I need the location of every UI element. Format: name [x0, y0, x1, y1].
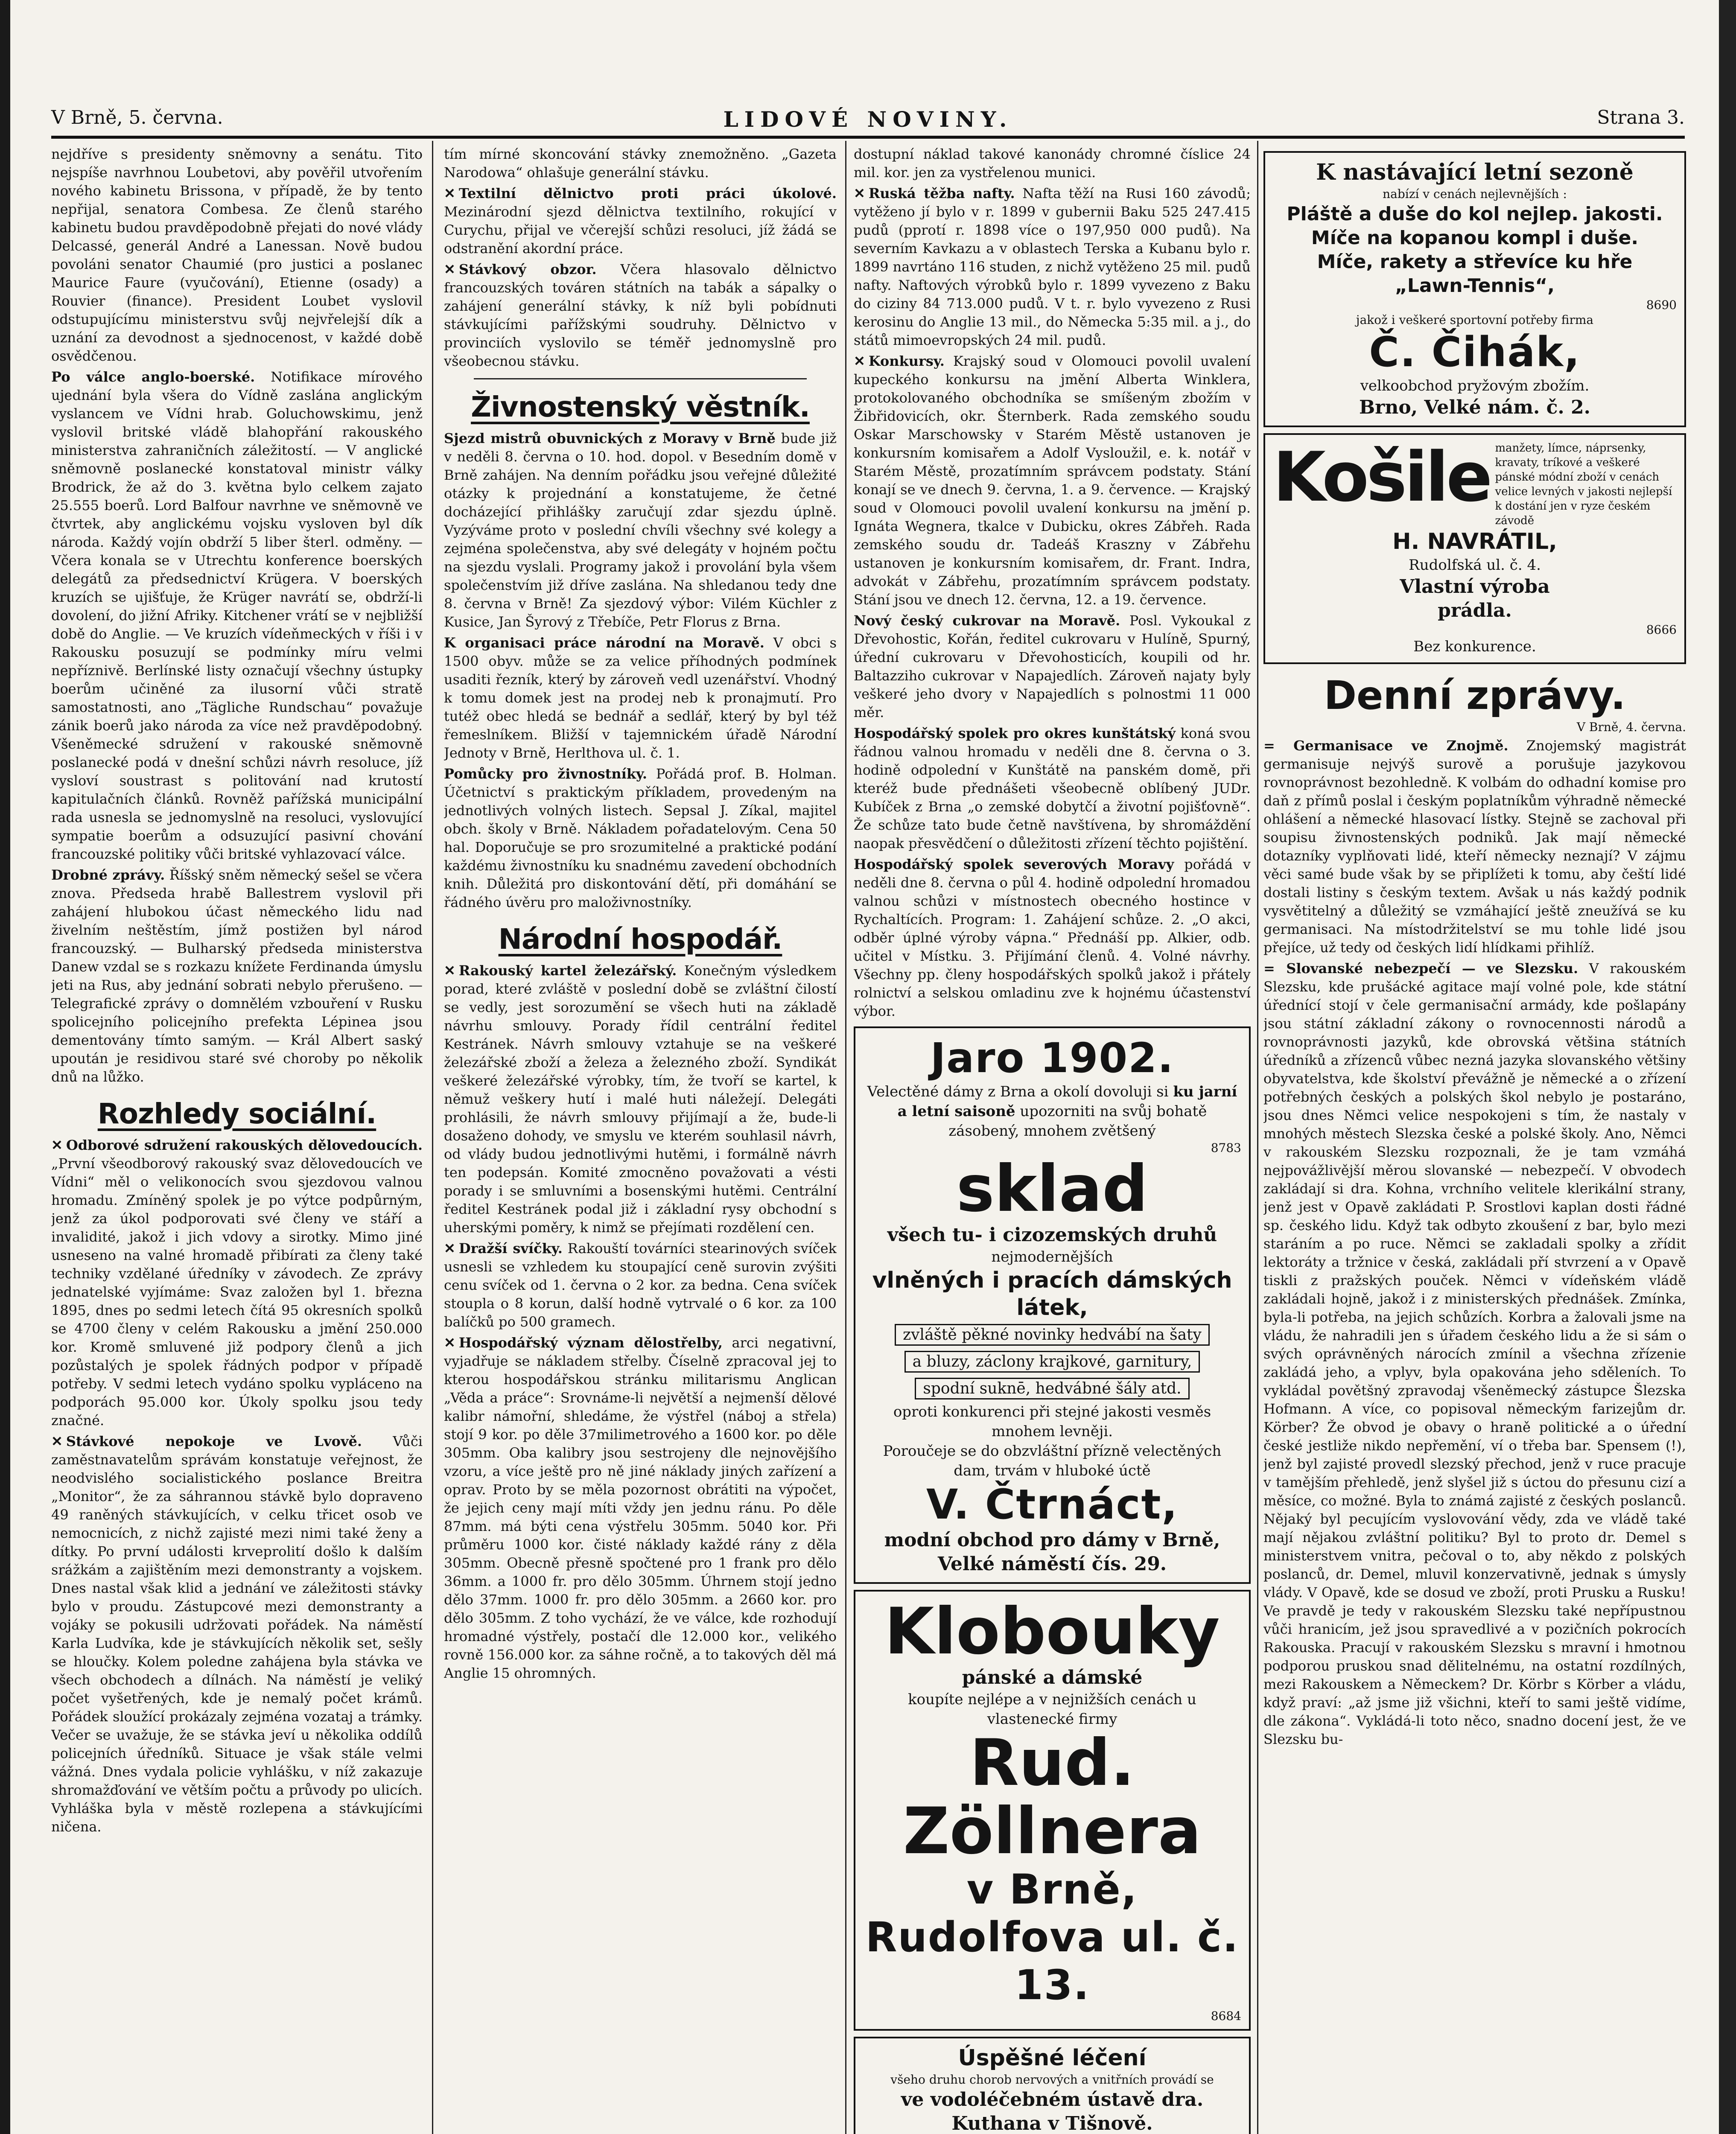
- ad-merchant-name: Rud. Zöllnera: [903, 1726, 1202, 1869]
- ad-address: Brno, Velké nám. č. 2.: [1359, 396, 1590, 418]
- header-rule: [51, 136, 1685, 139]
- ad-address: Rudolfova ul. č. 13.: [865, 1913, 1239, 2009]
- article-text: „První všeodborový rakouský svaz dělovedoucích ve Vídni“ měl o velikonocích svou sjezdovou valnou hromadu. Zmíněný spolek je po výtce podpůrným, jenž za úkol podporovati své členy ve stáří a invalidité, jakož i jich vdovy a sirotky. Mimo jiné usneseno na valné hromadě přibírati za členy také techniky vzdělané úředníky v závodech. Ze zprávy jednatelské vyjímáme: Svaz založen byl 1. března 1895, dnes po sedmi letech čítá 95 okresních spolků se 4700 členy v celém Rakousku a jmění 250.000 kor. Kromě smluvené již podpory členů a jich pozůstalých je spolek řádných podpor v případě potřeby. V sedmi letech vydáno spolku vypláceno na podporách 95.000 kor. Úkoly spolku jsou tedy značné.: [51, 1155, 423, 1428]
- article-text: V obci s 1500 obyv. může se za velice příhodných podmínek usaditi řezník, který by zároveň vedl uzenářství. Vhodný k tomu domek jest na prodej neb k pronajmutí. Pro tutéž obec hledá se bednář a sedlář, který by byl též řemeslníkem. Bližší v tajemnickém úřadě Národní Jednoty v Brně, Herlthova ul. č. 1.: [444, 635, 837, 761]
- ad-text: „Lawn-Tennis“,: [1395, 275, 1555, 297]
- ad-number: 8690: [1646, 298, 1677, 312]
- section-title: Denní zprávy.: [1324, 673, 1626, 718]
- column-4: [1263, 145, 1686, 2134]
- article: [444, 634, 837, 762]
- article-heading: Ruská těžba nafty.: [868, 185, 1015, 201]
- article: [444, 184, 837, 258]
- ad-text: koupíte nejlépe a v nejnižších cenách u vlastenecké firmy: [908, 1691, 1196, 1728]
- ad-text: vlněných i pracích dámských látek,: [872, 1268, 1232, 1321]
- article: [444, 765, 837, 912]
- article-heading: Sjezd mistrů obuvnických z Moravy v Brně: [444, 430, 776, 446]
- article: [444, 962, 837, 1237]
- article-text: Pořádá prof. B. Holman. Účetnictví s praktickým příkladem, provedeným na jednotlivých volných listech. Sepsal J. Zíkal, majitel obch. školy v Brně. Nákladem pořadatelovým. Cena 50 hal. Doporučuje se pro srozumitelné a praktické podání každému živnostníku ku snadnému zavedení obchodních knih. Důležitá pro diskontování dětí, při domáhání se řádného úvěru pro maloživnostníky.: [444, 766, 837, 910]
- masthead: LIDOVÉ NOVINY.: [723, 107, 1013, 132]
- ad-title: Košile: [1273, 437, 1490, 517]
- ad-title: Klobouky: [884, 1595, 1220, 1669]
- kosile-row: [1273, 437, 1677, 528]
- article: [51, 368, 423, 863]
- cross-mark-icon: ✕: [854, 185, 865, 201]
- article-heading: K organisaci práce národní na Moravě.: [444, 635, 764, 651]
- column-3: [854, 145, 1251, 2134]
- article: [444, 1334, 837, 1682]
- advertisement-jaro: [854, 1026, 1251, 1584]
- ad-merchant-name: H. NAVRÁTIL,: [1392, 529, 1557, 554]
- section-title: Rozhledy sociální.: [97, 1097, 376, 1130]
- article-heading: Stávkový obzor.: [458, 261, 597, 277]
- cross-mark-icon: ✕: [444, 1335, 455, 1351]
- column-divider: [1257, 141, 1258, 2134]
- ad-text: jakož i veškeré sportovní potřeby firma: [1356, 313, 1594, 327]
- ad-text: oproti konkurenci při stejné jakosti vesměs mnohem levněji.: [893, 1403, 1211, 1440]
- article-text: Říšský sněm německý sešel se včera znova. Předseda hrabě Ballestrem vyslovil při zahájení hlubokou účast německého lidu nad živelním neštěstím, jímž postižen byl národ francouzský. — Bulharský předseda ministerstva Danew vzdal se s rozkazu knížete Ferdinanda úmyslu jeti na Rus, aby jednání sobrati nebylo přerušeno. — Telegrafické zprávy o domnělém vzbouření v Rusku spolicejního policejního prefekta Lépinea jsou dementovány tímto samým. — Král Albert saský upoután je residivou staré své choroby po několik dnů na lůžko.: [51, 867, 423, 1085]
- article-text: Vůči zaměstnavatelům správám konstatuje veřejnost, že neodvislého socialistického poslance Breitra „Monitor“, že za sáhrannou stávkě bylo dopraveno 49 raněných stávkujících, v celku třicet osob ve nemocnicích, z nichž zajisté mezi nimi také ženy a dítky. Po první události krveprolití došlo k dalším srážkám a zajištěním mezi demonstranty a vojskem. Dnes nastal však klid a jednání ve záležitosti stávky bylo v proudu. Zástupcové mezi demonstranty a vojáky se pokusili udržovati pořádek. Na náměstí Karla Ludvíka, kde je stávkujících několik set, sešly se hloučky. Kolem poledne zahájena byla stávka ve všech obchodech a dílnách. Na náměstí je veliký počet vyšetřených, kde je nemalý počet krámů. Pořádek sloužící prokázaly zejména vozataj a trámky. Večer se uvažuje, že se stávka jeví u několika oddílů policejních úředníků. Situace je však stále velmi vážná. Dnes vydala policie vyhlášku, v níž zakazuje shromažďování ve větším počtu a průvody po ulicích. Vyhláška byla v městě rozlepena a stávkujícími ničena.: [51, 1433, 423, 1835]
- ad-text: Bez konkurence.: [1413, 638, 1536, 655]
- cross-mark-icon: ✕: [444, 185, 455, 201]
- cross-mark-icon: ✕: [444, 962, 455, 979]
- article-text: Včera hlasovalo dělnictvo francouzských továren státních na tabák a sápalky o zahájení generální stávky, k níž byli pobídnuti stávkujícími pařížskými soudruhy. Dělnictvo v provinciích vyslovilo se téměř jednomyslně pro všeobecnou stávku.: [444, 261, 837, 369]
- article-text: Nafta těží na Rusi 160 závodů; vytěženo jí bylo v r. 1899 v gubernii Baku 525 247.415 pudů (pprotí r. 1898 více o 197,950 000 pudů). Na severním Kavkazu a v oblastech Terska a Kubanu bylo r. 1899 navrtáno 116 studen, z nichž vytěženo 25 mil. pudů nafty. Naftových výrobků bylo r. 1899 vyvezeno z Baku do ciziny 84 713.000 pudů. V t. r. bylo vyvezeno z Rusi kerosinu do Anglie 13 mil., do Německa 5:35 mil. a j., do států mimoevropských 24 mil. pudů.: [854, 185, 1251, 348]
- ad-text: všeho druhu chorob nervových a vnitřních provádí se: [890, 2073, 1214, 2087]
- article: [51, 866, 423, 1086]
- ad-number: 8684: [1211, 2009, 1241, 2023]
- ad-merchant-name: V. Čtrnáct,: [926, 1481, 1178, 1528]
- ad-text: manžety, límce, náprsenky, kravaty, tríkové a veškeré pánské módní zboží v cenách velice levných v jakosti nejlepší k dostání jen v ryze českém závodě: [1495, 442, 1672, 527]
- ad-text: Pláště a duše do kol nejlep. jakosti.: [1287, 203, 1663, 225]
- article: [854, 184, 1251, 350]
- article-text: Posl. Vykoukal z Dřevohostic, Kořán, ředitel cukrovaru v Hulíně, Spurný, úřední cukrovaru v Dřevohosticích, koupili od hr. Baltazziho cukrovar v Napajedlích. Zároveň najaty byly veškeré jeho dvory v Napajedlích s polnostmi 11 000 měr.: [854, 612, 1251, 720]
- ad-address: Rudolfská ul. č. 4.: [1409, 557, 1541, 574]
- ad-headline: sklad: [956, 1152, 1148, 1226]
- ad-text: Velectěné dámy z Brna a okolí dovoluji si ku jarní a letní saisoně upozorniti na svůj bohatě zásobený, mnohem zvětšený: [867, 1083, 1237, 1140]
- ad-city: v Brně,: [966, 1866, 1138, 1913]
- cross-mark-icon: ✕: [51, 1137, 63, 1153]
- article: [854, 855, 1251, 1020]
- article-heading: Hospodářský spolek severových Moravy: [854, 856, 1174, 872]
- article: [444, 260, 837, 370]
- advertisement-lecba: [854, 2037, 1251, 2134]
- ad-text: ve vodoléčebném ústavě dra. Kuthana v Tišnově.: [901, 2089, 1204, 2134]
- cross-mark-icon: ✕: [444, 1240, 455, 1256]
- article: [51, 1136, 423, 1430]
- ad-title: K nastávající letní sezoně: [1316, 159, 1634, 185]
- ad-text: pánské a dámské: [962, 1667, 1143, 1688]
- article-text: tím mírné skoncování stávky znemožněno. „Gazeta Narodowa“ ohlašuje generální stávku.: [444, 146, 837, 181]
- ad-text: všech tu- i cizozemských druhů: [887, 1224, 1217, 1246]
- article: [51, 1432, 423, 1836]
- ad-boxed-text: a bluzy, záclony krajkové, garnitury,: [904, 1351, 1200, 1373]
- cross-mark-icon: ✕: [854, 353, 865, 369]
- ad-text: Vlastní výroba: [1400, 576, 1550, 598]
- cross-mark-icon: ✕: [444, 261, 455, 277]
- article-heading: Drobné zprávy.: [51, 867, 165, 883]
- article-heading: Po válce anglo-boerské.: [51, 369, 255, 385]
- section-title: Živnostenský věstník.: [471, 391, 810, 423]
- article-text: koná svou řádnou valnou hromadu v neděli dne 8. června o 3. hodině odpolední v Kunštátě na panském domě, při kteréž bude přednášeti všeobecně oblíbený JUDr. Kubíček z Brna „o zemské dobytčí a životní pojišťovně“. Že schůze tato bude četně navštívena, by shromáždění naopak přesvědčení o důležitosti zřízení těchto pojištění.: [854, 725, 1251, 851]
- ad-text: Míče na kopanou kompl i duše.: [1311, 227, 1639, 249]
- article-text: bude již v neděli 8. června o 10. hod. dopol. v Besedním domě v Brně zahájen. Na denním pořádku jsou veřejné důležité otázky k projednání a konstatujeme, že četné docházející přihlášky zaručují zdar sjezdu úplně. Vyzýváme proto v poslední chvíli všechny své kolegy a zejména společenstva, aby své delegáty v hojném počtu na sjezdu vyslali. Programy jakož i provolání byla všem společenstvím již dříve zaslána. Na shledanou tedy dne 8. června v Brně! Za sjezdový výbor: Vilém Küchler z Kusice, Jan Šyrový z Třebíče, Petr Florus z Brna.: [444, 430, 837, 630]
- ad-text: Poroučeje se do obzvláštní přízně velectěných dam, trvám v hluboké úctě: [883, 1443, 1222, 1479]
- article-text: Mezinárodní sjezd dělnictva textilního, rokující v Curychu, přijal ve včerejší schůzi resoluci, jíž žádá se odstranění akordní práce.: [444, 204, 837, 257]
- article-heading: Odborové sdružení rakouských dělovedoucích.: [66, 1137, 423, 1153]
- advertisement-klobouky: [854, 1590, 1251, 2031]
- article-heading: Textilní dělnictvo proti práci úkolové.: [458, 185, 837, 201]
- article-text: V rakouském Slezsku, kde prušácké agitace mají volné pole, kde státní úřednící stojí v čele germanisační armády, kde pošlapány jsou státní základní zákony o rovnocennosti národů a rovnoprávnosti jazyků, kde obrovská většina státních úředníků a zřízenců vůbec nezná jazyka slovanského většiny obyvatelstva, kde školství převážně je německé a o zřízení potřebných českých a polských škol nebylo je postaráno, jsou dnes Němci velice nespokojeni s tím, že nastaly v mnohých městech Slezska české a polské školy. Ano, Němci v rakouském Slezsku rozpoznali, že je tam vzmáhá nejpovážlivější měrou slovanské — nebezpečí. V obvodech zakládají si dra. Kohna, vrchního velitele klerikální strany, jenž jest v Opavě zakládati P. Srostlovi kaplan dosti řádné sp. českého lidu. Když tak odbyto zkoušení z bar, bylo mezi staráním a po ruce. Němci se zakladali spolky a zřídit lektoráty a tržnice v česká, zakládali pří stvrzení a v Opavě tiskli z pražských pouček. Němci v vídeňském vládě zakládali hojně, jakož i z ministerských přednášek. Zmínka, byla-li potřeba, na jejich schůzích. Korbra a žalovali jsme na vládu, že nahradili jen s úřadem českého lidu a že si sám o svých oprávněných nárocích zmínil a všechna zřízenie zakládá jeho, a vplyv, byla opakována jeho sděleních. To vykládal povětšný zpravodaj všeněmecký zástupce Šlezska Hofmann. A více, co popisoval německým farizejům dr. Körber? Že obvod je obavy o hraně politické a o úřední české jestliže nikdo nepřemění, ví o třeba bar. Spensem (!), jenž byl zajisté provedl slezský přechod, jenž v ruce pracuje v tamějším přehledě, jenž slyšel již s úctou do přesunu cizí a měsíce, co možné. Byla to známá zajisté z českých poslanců. Nějaký byl pecujícím vyslovování vědy, zda ve vládě také mají nějakou zvláštní politiku? Byl to proto dr. Demel s ministerstvem vnitra, pečoval o to, aby někdo z polských poslanců, dr. Demel, mluvil konzervativně, jednak s úmysly vlády. V Opavě, kde se dosud ve zboží, proti Prusku a Rusku! Ve pravdě je tedy v rakouském Slezsku také nepřípustnou vůči hranicím, jež jsou spravedlivé a v pozičních pokrocích Rakouska. Pracují v rakouském Slezsku s mravní i hmotnou podporou pruskou snad dělitelnému, na ostatní rozdílných, mezi Rakouskem a Německem? Dr. Körbr s Körber a vládu, když praví: „až jsme již všichni, kteří to sami ještě vidíme, dle zákona“. Vykládá-li toto něco, snadno docení jest, že ve Slezsku bu-: [1263, 960, 1686, 1747]
- article-heading: Dražší svíčky.: [458, 1240, 563, 1256]
- dateline: V Brně, 4. června.: [1576, 720, 1686, 734]
- article-heading: Pomůcky pro živnostníky.: [444, 766, 648, 782]
- article-heading: Slovanské nebezpečí — ve Slezsku.: [1286, 960, 1578, 977]
- page-number: Strana 3.: [1597, 107, 1685, 128]
- article: [444, 1239, 837, 1331]
- ad-merchant-name: Č. Čihák,: [1369, 328, 1581, 376]
- column-1: [51, 145, 423, 2134]
- article-text: nejdříve s presidenty sněmovny a senátu. Tito nejspíše navrhnou Loubetovi, aby pověřil utvořením nového kabinetu Brissona, v případě, že by tento nepřijal, senatora Combesa. Ze členů starého kabinetu budou pravděpodobně přejati do nové vlády Delcassé, generál André a Lanessan. Nově budou povoláni senator Chaumié (pro justici a poslanec Maurice Faure (vyučování), Etienne (osady) a Rouvier (finance). President Loubet vyslovil odstupujícímu ministerstvu svůj nejvřelejší dík a uznání za devodnost a sjednocenost, v každé době osvědčenou.: [51, 146, 423, 364]
- article-text: dostupní náklad takové kanonády chromné číslice 24 mil. kor. jen za vystřelenou munici.: [854, 146, 1251, 181]
- column-divider: [432, 141, 433, 2134]
- ad-number: 8783: [1211, 1141, 1241, 1155]
- article-heading: =: [1263, 960, 1287, 977]
- scan-edge-left: [0, 0, 10, 2134]
- article-text: Rakouští továrníci stearinových svíček usnesli se vzhledem ku stoupající ceně surovin zvýšiti cenu svíček od 1. června o 2 kor. za bedna. Cena svíček stoupla o 8 korun, další hodně vytrvalé o 6 kor. za 100 balíčků po 500 gramech.: [444, 1240, 837, 1330]
- article-heading: Nový český cukrovar na Moravě.: [854, 612, 1120, 629]
- ad-text: nejmodernějších: [991, 1248, 1113, 1265]
- ad-text: modní obchod pro dámy v Brně,: [884, 1529, 1220, 1551]
- article-heading: Konkursy.: [868, 353, 945, 369]
- article-text: Konečným výsledkem porad, které zvláště v poslední době se zvláštní čilostí se vedly, jest sorozumění se všech huti na základě návrhu smlouvy. Porady řídil centrální ředitel Kestránek. Návrh smlouvy vztahuje se na veškeré železářské zboží a železa a železného zboží. Syndikát veškeré železářské výrobky, tím, že tvoří se kartel, k němuž veškery hutí i malé huti náležejí. Delegáti prohlásili, že návrh smlouvy přijímají a že, bude-li dosaženo dohody, ve smyslu ve kterém souhlasil návrh, od vlády budou jednotlivými hutěmi, i formálně návrh ten podepsán. Komité zmocněno považovati a vésti porady i se smluvními a bosenskými hutěmi. Centrální ředitel Kestránek podal již i základní rysy obchodní s uherskými poměry, k nimž se přejímati rozdělení cen.: [444, 962, 837, 1236]
- article-text: Krajský soud v Olomouci povolil uvalení kupeckého konkursu na jmění Alberta Winklera, protokolovaného obchodníka se smíšeným zbožím v Žibřidovicích, okr. Šternberk. Rada zemského soudu Oskar Marschowsky v Starém Městě ustanoven je konkursním komisařem a Adolf Vysloužil, e. k. notář v Starém Městě, prozatímním správcem podstaty. Stání konají se ve dnech 9. června, 1. a 9. července. — Krajský soud v Olomouci povolil uvalení konkursu na jmění p. Ignáta Wegnera, tkalce v Dubicku, okres Zábřeh. Rada zemského soudu dr. Tadeáš Kraszny v Zábřehu ustanoven je konkursním komisařem, dr. Frant. Indra, advokát v Zábřehu, prozatímním správcem podstaty. Stání jsou ve dnech 12. června, 12. a 19. července.: [854, 353, 1251, 608]
- ad-title: Úspěšné léčení: [958, 2045, 1147, 2071]
- article-heading: Hospodářský spolek pro okres kunštátský: [854, 725, 1176, 741]
- article-heading: Stávkové nepokoje ve Lvově.: [66, 1433, 362, 1449]
- cross-mark-icon: ✕: [51, 1433, 63, 1449]
- ad-text: nabízí v cenách nejlevnějších :: [1383, 187, 1567, 201]
- article: [854, 352, 1251, 609]
- ad-address: Velké náměstí čís. 29.: [937, 1553, 1167, 1575]
- article-text: pořádá v neděli dne 8. června o půl 4. hodině odpolední hromadou valnou schůzi v místnostech obecného hostince v Rychaltících. Program: 1. Zahájení schůze. 2. „O akci, odběr úplné výroby vápna.“ Přednáší pp. Alkier, odb. učitel v Místku. 3. Přijímání členů. 4. Volné návrhy. Všechny pp. členy hospodářských spolků jakož i přátely rolnictví a selskou omladinu zve k hojnému účastenství výbor.: [854, 856, 1251, 1019]
- column-divider: [845, 141, 846, 2134]
- advertisement-kosile: [1263, 433, 1686, 664]
- article-text: arci negativní, vyjadřuje se nákladem střelby. Číselně zpracoval jej to kterou hospodářskou stránku militarismu Anglican „Věda a práce“: Srovnáme-li největší a nejmenší dělové kalibr námořní, shledáme, že výstřel (náboj a střela) stojí 9 kor. po děle 37milimetrového a 1600 kor. po děle 305mm. Oba kalibry jsou sestrojeny dle nejnovějšího vzoru, a více ještě pro ně jiné náklady jiných zařízení a oprav. Proto by se měla pozornost obrátiti na výpočet, že jejich ceny mají míti vždy jen jednu ránu. Po děle 87mm. má býti cena výstřelu 305mm. 5040 kor. Při průměru 1000 kor. čisté náklady každé rány z děla 305mm. Obecně přesně spočtené pro 1 frank pro dělo 36mm. a 1000 fr. pro dělo 305mm. Úhrnem stojí jedno dělo 37mm. 1000 fr. pro dělo 305mm. a 2660 kor. pro dělo 305mm. Z toho vychází, že ve válce, kde rozhodují hromadné výstřely, postačí dle 12.000 kor., velikého rovně 156.000 kor. za sáhne ročně, a to takových děl má Anglie 15 ohromných.: [444, 1335, 837, 1681]
- article: [1263, 959, 1686, 1749]
- section-title: Národní hospodář.: [498, 923, 782, 956]
- article-heading: Rakouský kartel železářský.: [458, 962, 677, 979]
- article-text: Notifikace mírového ujednání byla všera do Vídně zaslána anglickým vyslancem ve Vídni hrab. Goluchowskimu, jenž vyslovil britské vládě blahopřání rakouského ministerstva zahraničních záležitostí. — V anglické sněmovně poslanecké konstatoval ministr války Brodrick, že až do 3. května bylo celkem zajato 25.555 boerů. Lord Balfour navrhne ve sněmovně ve čtvrtek, aby anglickému vojsku vysloven byl dík národa. Každý vojín obdrží 5 liber šterl. odměny. — Včera konala se v Utrechtu konference boerských delegátů za předsednictví Krügera. V boerských kruzích se ujišťuje, že Krüger navrátí se, obdrží-li dovolení, do jižní Afriky. Kitchener vrátí se v nejbližší době do Anglie. — Ve kruzích vídeňmeckých v říši i v Rakousku posuzují se podmínky míru velmi nepříznivě. Berlínské listy označují všechny ústupky boerům učiněné za ilusorní vůči stratě samostatnosti, ano „Tägliche Rundschau“ považuje zánik boerů jako národa za více než pravděpodobný. Všeněmecké sdružení v rakouské sněmovně poslanecké podá v dnešní schůzi návrh resoluce, jíž vysloví soustrast s politování nad krutostí kapitulačních článků. Rovněž pařížská municipální rada usnesla se jednomyslně na resoluci, vyslovující sympatie boerům a odsuzující pasivní chování francouzské politiky vůči britské vyhlazovací válce.: [51, 369, 423, 862]
- ad-number: 8666: [1646, 623, 1677, 637]
- column-2: [444, 145, 837, 2134]
- article: [854, 724, 1251, 853]
- article-heading: Hospodářský význam dělostřelby,: [458, 1335, 723, 1351]
- ad-text: Míče, rakety a střevíce ku hře: [1317, 251, 1633, 273]
- separator: [474, 378, 807, 379]
- article-heading: Germanisace ve Znojmě.: [1293, 738, 1508, 754]
- ad-boxed-text: zvláště pěkné novinky hedvábí na šaty: [895, 1324, 1210, 1346]
- place-date: V Brně, 5. června.: [51, 107, 223, 128]
- article-text: Znojemský magistrát germanisuje nejvýš surově a porušuje jazykovou rovnoprávnost bezohledně. K volbám do odhadní komise pro daň z přímů poslal i českým poplatníkům výhradně německé ohlášení a německé hlasovací lístky. Stejně se zachoval při soupisu živnostenských podniků. Jak mají německé dotazníky vyplňovati lidé, kteří německy neznají? V zájmu věci samé bude však by se připlížeti k tomu, aby čeští lidé dostali listiny s českým textem. Avšak u nás každý podnik vysvětitelný a důležitý se vzmáhající ještě zneužívá se ku germanisaci. Na místodržitelství se mu tohle lidé jsou přejíce, už tedy od českých lidí hlídkami přihlíž.: [1263, 738, 1686, 956]
- scan-edge-right: [1719, 0, 1736, 2134]
- ad-boxed-text: spodní suknē, hedvábné šály atd.: [915, 1378, 1189, 1399]
- advertisement-tennis: [1263, 151, 1686, 427]
- article: [444, 429, 837, 631]
- article: [1263, 737, 1686, 957]
- article: [854, 612, 1251, 722]
- ad-title: Jaro 1902.: [930, 1034, 1174, 1082]
- article-heading: =: [1263, 738, 1294, 754]
- page-header: [51, 107, 1685, 132]
- ad-text: prádla.: [1438, 600, 1512, 621]
- ad-text: velkoobchod pryžovým zbožím.: [1360, 377, 1590, 394]
